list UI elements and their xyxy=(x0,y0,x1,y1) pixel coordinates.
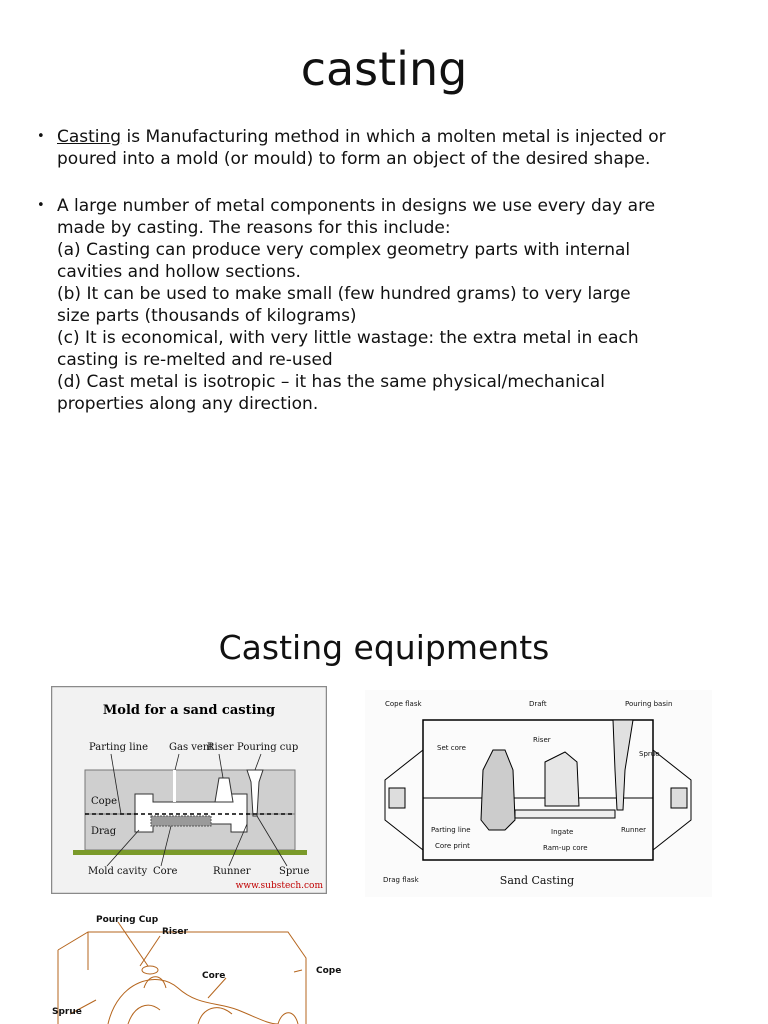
bullet-line: poured into a mold (or mould) to form an object of the desired shape. xyxy=(57,149,651,169)
bullet-definition xyxy=(37,126,737,170)
sand-mold-diagram xyxy=(51,686,327,894)
label-runner: Runner xyxy=(213,866,251,877)
label-riser: Riser xyxy=(162,927,188,937)
bullet-list xyxy=(37,126,737,415)
label-runner: Runner xyxy=(621,826,647,834)
label-sprue: Sprue xyxy=(279,866,310,877)
label-gas-vent: Gas vent xyxy=(169,742,214,753)
bullet-line: properties along any direction. xyxy=(57,394,319,414)
label-riser: Riser xyxy=(207,742,234,753)
bullet-reasons xyxy=(37,195,737,415)
label-parting-line: Parting line xyxy=(89,742,149,753)
bullet-dot-icon: • xyxy=(37,129,45,144)
bullet-line: (a) Casting can produce very complex geometry parts with internal xyxy=(57,240,631,260)
label-sprue: Sprue xyxy=(52,1007,82,1017)
label-parting-line: Parting line xyxy=(431,826,471,834)
label-set-core: Set core xyxy=(437,744,466,752)
casting-term: Casting xyxy=(57,127,122,147)
bullet-line: (d) Cast metal is isotropic – it has the same physical/mechanical xyxy=(57,372,605,392)
label-ingate: Ingate xyxy=(551,828,574,836)
bullet-line: casting is re-melted and re-used xyxy=(57,350,333,370)
label-cope-flask: Cope flask xyxy=(385,700,422,708)
image-credit: www.substech.com xyxy=(235,881,323,891)
slide-title: casting xyxy=(300,42,468,96)
casting-sketch xyxy=(48,910,348,1024)
section-title: Casting equipments xyxy=(218,628,550,667)
figure-caption: Sand Casting xyxy=(499,874,575,887)
label-pouring-cup: Pouring Cup xyxy=(96,915,159,925)
label-drag-flask: Drag flask xyxy=(383,876,419,884)
label-ram-up-core: Ram-up core xyxy=(543,844,588,852)
label-cope: Cope xyxy=(316,966,342,976)
label-core: Core xyxy=(153,866,178,877)
label-riser: Riser xyxy=(533,736,551,744)
label-pouring-cup: Pouring cup xyxy=(237,742,299,753)
bullet-line: made by casting. The reasons for this include: xyxy=(57,218,451,238)
label-cope: Cope xyxy=(91,796,117,807)
bullet-line: size parts (thousands of kilograms) xyxy=(57,306,357,326)
label-drag: Drag xyxy=(91,826,117,837)
label-sprue: Sprue xyxy=(639,750,660,758)
label-pouring-basin: Pouring basin xyxy=(625,700,673,708)
bullet-line: A large number of metal components in designs we use every day are xyxy=(57,196,656,216)
bullet-dot-icon: • xyxy=(37,198,45,213)
bullet-line: (b) It can be used to make small (few hundred grams) to very large xyxy=(57,284,631,304)
bullet-line: cavities and hollow sections. xyxy=(57,262,301,282)
label-mold-cavity: Mold cavity xyxy=(88,866,148,877)
label-core-print: Core print xyxy=(435,842,470,850)
bullet-line: (c) It is economical, with very little wastage: the extra metal in each xyxy=(57,328,639,348)
bullet-text: is Manufacturing method in which a molten metal is injected or xyxy=(121,127,666,147)
sand-casting-drawing xyxy=(365,690,712,897)
label-draft: Draft xyxy=(529,700,547,708)
diagram-title: Mold for a sand casting xyxy=(102,703,276,718)
label-core: Core xyxy=(202,971,226,981)
bullet-line xyxy=(57,126,737,148)
